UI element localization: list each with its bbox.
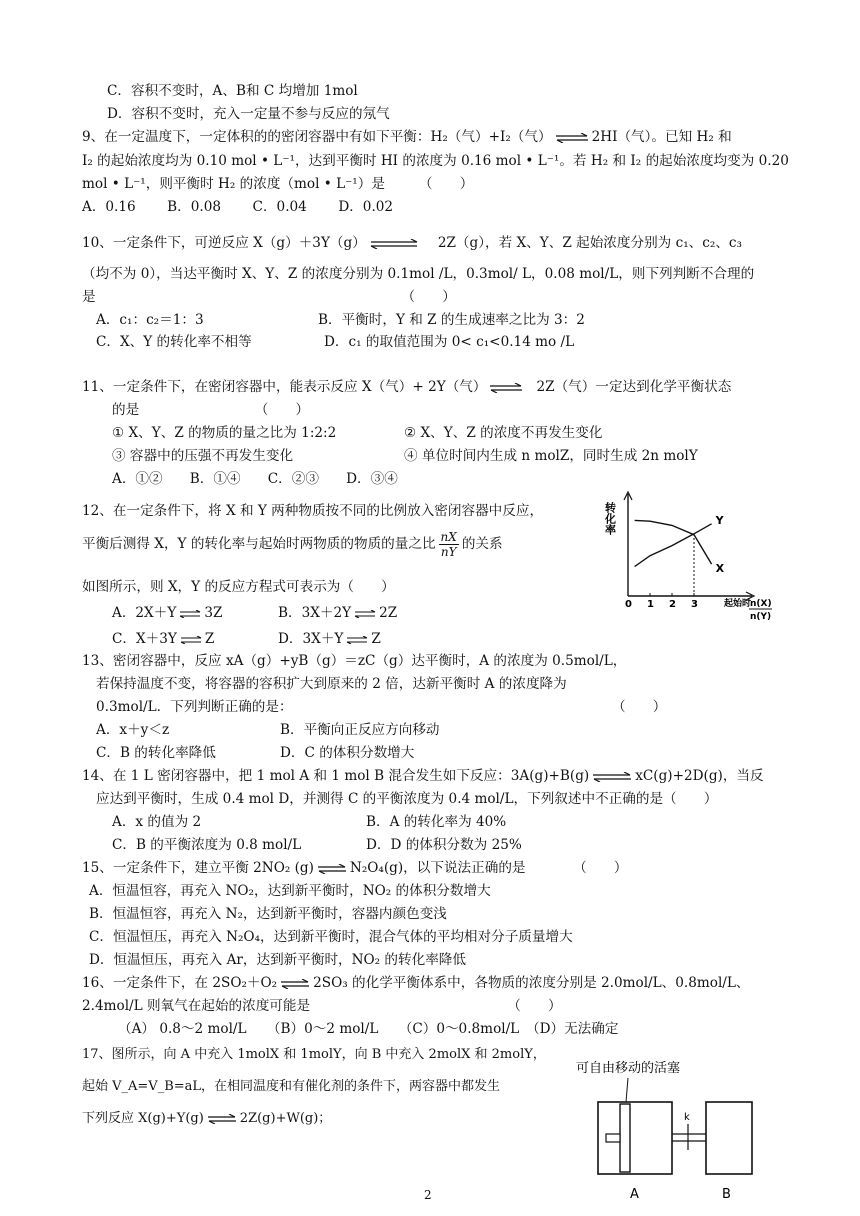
q15-option-b: B．恒温恒容，再充入 N₂，达到新平衡时，容器内颜色变浅 xyxy=(89,906,447,922)
q10-stem-line3: 是 （ ） xyxy=(82,289,456,305)
q13-answer-bracket: （ ） xyxy=(612,699,667,715)
q17-stem-line3: 下列反应 X(g)+Y(g) 2Z(g)+W(g)； xyxy=(82,1111,332,1126)
q14-stem-line1: 14、在 1 L 密闭容器中，把 1 mol A 和 1 mol B 混合发生如下反应：3A(g)+B(g) xC(g)+2D(g)，当反 xyxy=(82,768,764,784)
equilibrium-arrow-icon xyxy=(592,772,632,782)
x-tick-label: 1 xyxy=(647,599,654,610)
label-b: B xyxy=(722,1187,731,1202)
q13-stem-line2: 若保持温度不变，将容器的容积扩大到原来的 2 倍，达新平衡时 A 的浓度降为 xyxy=(96,676,567,692)
q11-stem-line1: 11、一定条件下，在密闭容器中，能表示反应 X（气）+ 2Y（气） 2Z（气）一定达到化学平衡状态 xyxy=(82,379,732,395)
q10-option-d: D．c₁ 的取值范围为 0< c₁<0.14 mo /L xyxy=(324,334,575,350)
piston-caption: 可自由移动的活塞 xyxy=(576,1061,681,1076)
equilibrium-arrow-icon xyxy=(317,864,347,874)
q16-stem-line1: 16、一定条件下，在 2SO₂＋O₂ 2SO₃ 的化学平衡体系中，各物质的浓度分别是 2.0mol/L、0.8mol/L、 xyxy=(82,975,750,991)
q16-options: （A） 0.8～2 mol/L （B）0～2 mol/L （C）0～0.8mol/L （D）无法确定 xyxy=(118,1021,619,1037)
q13-stem-line3: 0.3mol/L．下列判断正确的是： xyxy=(96,699,293,715)
q15-option-d: D．恒温恒压，再充入 Ar，达到新平衡时，NO₂ 的转化率降低 xyxy=(89,952,466,968)
chart-xlabel-top: 起始时 xyxy=(724,599,752,609)
q15-option-c: C．恒温恒压，再充入 N₂O₄，达到新平衡时，混合气体的平均相对分子质量增大 xyxy=(89,929,573,945)
q17-stem-line2: 起始 V_A=V_B=aL，在相同温度和有催化剂的条件下，两容器中都发生 xyxy=(82,1079,501,1094)
q12-option-a: A．2X＋Y 3Z xyxy=(112,605,223,621)
equilibrium-arrow-icon xyxy=(555,133,589,143)
q14-option-c: C．B 的平衡浓度为 0.8 mol/L xyxy=(112,837,302,853)
chart-xlabel-frac-num: n(X) xyxy=(750,599,772,609)
q15-option-a: A．恒温恒容，再充入 NO₂，达到新平衡时，NO₂ 的体积分数增大 xyxy=(89,883,491,899)
q13-option-c: C．B 的转化率降低 xyxy=(96,745,216,761)
container-b xyxy=(706,1102,752,1174)
series-label-X: X xyxy=(715,562,725,576)
q13-option-d: D．C 的体积分数增大 xyxy=(280,745,415,761)
equilibrium-arrow-icon xyxy=(280,979,310,989)
q9-stem-line1: 9、在一定温度下，一定体积的的密闭容器中有如下平衡：H₂（气）+I₂（气） 2HI（气）。已知 H₂ 和 xyxy=(82,129,732,145)
q14-option-a: A．x 的值为 2 xyxy=(112,814,202,830)
caption-pointer xyxy=(626,1078,628,1102)
series-label-Y: Y xyxy=(715,513,724,527)
q14-option-d: D．D 的体积分数为 25% xyxy=(366,837,522,853)
equilibrium-arrow-icon xyxy=(207,1114,237,1124)
label-a: A xyxy=(630,1187,639,1202)
q17-stem-line1: 17、图所示，向 A 中充入 1molX 和 1molY，向 B 中充入 2molX 和 2molY， xyxy=(82,1047,546,1062)
q11-item-1: ① X、Y、Z 的物质的量之比为 1:2:2 xyxy=(112,425,337,441)
equilibrium-arrow-icon xyxy=(369,239,419,249)
conversion-rate-chart xyxy=(600,488,778,628)
q12-stem-line3: 如图所示，则 X，Y 的反应方程式可表示为（ ） xyxy=(82,579,395,595)
q14-stem-line2: 应达到平衡时，生成 0.4 mol D，并测得 C 的平衡浓度为 0.4 mol/L，下列叙述中不正确的是（ ） xyxy=(96,791,718,807)
equilibrium-arrow-icon xyxy=(179,610,201,618)
valve-label: k xyxy=(684,1112,690,1123)
q12-stem-line1: 12、在一定条件下，将 X 和 Y 两种物质按不同的比例放入密闭容器中反应， xyxy=(82,503,544,519)
equilibrium-arrow-icon xyxy=(354,610,376,618)
piston-rod xyxy=(606,1134,620,1142)
q13-option-b: B．平衡向正反应方向移动 xyxy=(280,722,440,738)
q8-option-d: D．容积不变时，充入一定量不参与反应的氖气 xyxy=(107,106,390,122)
q9-stem-line2: I₂ 的起始浓度均为 0.10 mol • L⁻¹，达到平衡时 HI 的浓度为 0.16 mol • L⁻¹。若 H₂ 和 I₂ 的起始浓度均变为 0.20 xyxy=(82,153,789,169)
apparatus-figure xyxy=(570,1058,770,1208)
q8-option-c: C．容积不变时，A、B和 C 均增加 1mol xyxy=(107,83,358,99)
ratio-fraction: $\frac{nX}{nY}$ xyxy=(440,530,457,559)
q12-option-b: B．3X＋2Y 2Z xyxy=(278,605,398,621)
x-tick-label: 0 xyxy=(625,599,632,610)
q12-option-d: D．3X＋Y Z xyxy=(278,631,381,647)
chart-ylabel: 转化率 xyxy=(603,502,617,535)
page-number: 2 xyxy=(424,1188,432,1202)
q11-item-2: ② X、Y、Z 的浓度不再发生变化 xyxy=(404,425,603,441)
q16-stem-line2: 2.4mol/L 则氧气在起始的浓度可能是 （ ） xyxy=(82,998,562,1014)
series-line-X xyxy=(635,520,712,564)
q11-item-3: ③ 容器中的压强不再发生变化 xyxy=(112,448,294,464)
q11-options: A．①② B．①④ C．②③ D．③④ xyxy=(112,471,398,487)
q12-stem-line2: 平衡后测得 X，Y 的转化率与起始时两物质的物质的量之比 $\frac{nX}{nY}$ 的关系 xyxy=(82,530,503,559)
piston xyxy=(620,1104,630,1172)
equilibrium-arrow-icon xyxy=(346,636,368,644)
q13-option-a: A．x＋y＜z xyxy=(96,722,170,738)
q9-options: A．0.16 B．0.08 C．0.04 D．0.02 xyxy=(82,199,394,215)
q10-option-b: B．平衡时，Y 和 Z 的生成速率之比为 3：2 xyxy=(318,312,585,328)
q10-option-a: A．c₁：c₂＝1：3 xyxy=(96,312,204,328)
q11-stem-line2: 的是 （ ） xyxy=(112,402,310,418)
chart-xlabel-frac-den: n(Y) xyxy=(750,612,772,622)
q13-stem-line1: 13、密闭容器中，反应 xA（g）+yB（g）＝zC（g）达平衡时，A 的浓度为 0.5mol/L， xyxy=(82,653,627,669)
q15-stem: 15、一定条件下，建立平衡 2NO₂ (g) N₂O₄(g)，以下说法正确的是 （ ） xyxy=(82,860,628,876)
equilibrium-arrow-icon xyxy=(489,383,523,393)
equilibrium-arrow-icon xyxy=(180,636,202,644)
q12-option-c: C．X＋3Y Z xyxy=(112,631,215,647)
q11-item-4: ④ 单位时间内生成 n molZ，同时生成 2n molY xyxy=(404,448,698,464)
q10-option-c: C．X、Y 的转化率不相等 xyxy=(96,334,252,350)
x-tick-label: 2 xyxy=(669,599,676,610)
q10-stem-line1: 10、一定条件下，可逆反应 X（g）＋3Y（g） 2Z（g），若 X、Y、Z 起始浓度分别为 c₁、c₂、c₃ xyxy=(82,235,742,251)
q10-stem-line2: （均不为 0），当达平衡时 X、Y、Z 的浓度分别为 0.1mol /L，0.3mol/ L，0.08 mol/L，则下列判断不合理的 xyxy=(82,266,755,282)
q9-stem-line3: mol • L⁻¹，则平衡时 H₂ 的浓度（mol • L⁻¹）是 （ ） xyxy=(82,176,474,192)
x-tick-label: 3 xyxy=(691,599,698,610)
q14-option-b: B．A 的转化率为 40% xyxy=(366,814,507,830)
